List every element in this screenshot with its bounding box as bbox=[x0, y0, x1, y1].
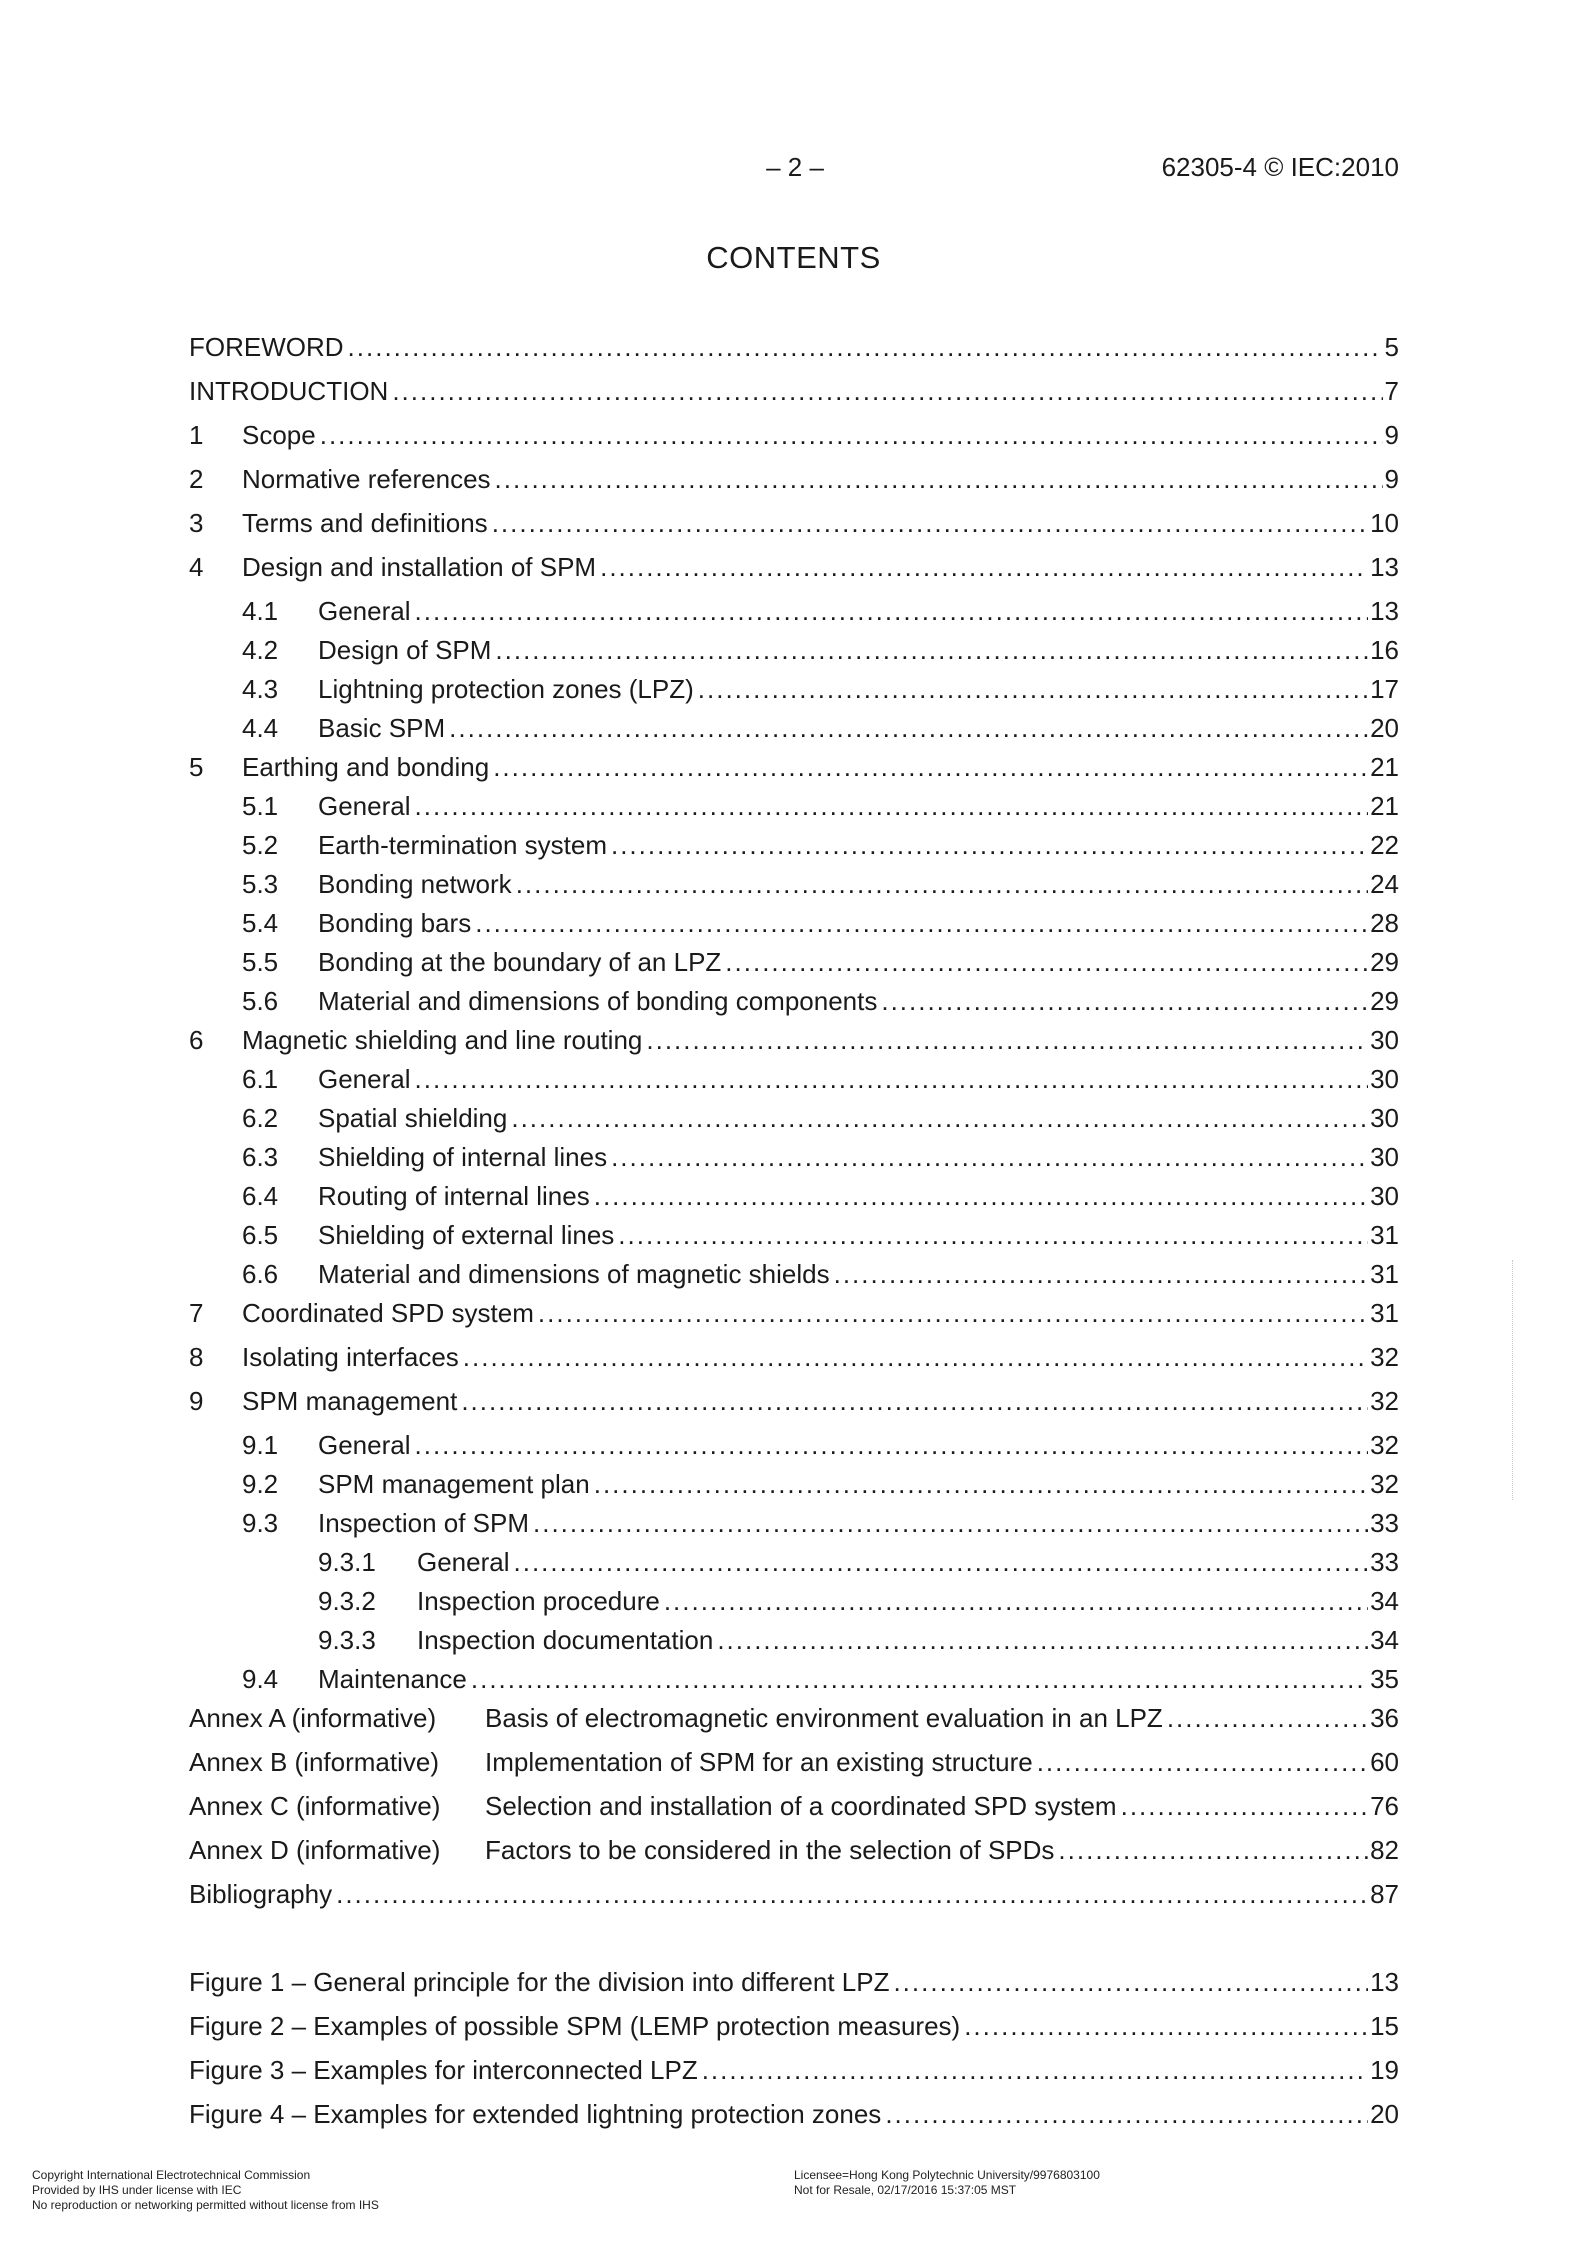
dot-leader bbox=[1167, 1701, 1368, 1735]
dot-leader bbox=[1037, 1745, 1368, 1779]
dot-leader bbox=[336, 1877, 1368, 1911]
toc-entry-title: Design of SPM bbox=[318, 635, 492, 665]
toc-entry-page: 10 bbox=[1370, 508, 1399, 538]
toc-entry-page: 34 bbox=[1370, 1586, 1399, 1616]
dot-leader bbox=[320, 418, 1383, 452]
toc-entry-title: Basic SPM bbox=[318, 713, 446, 743]
toc-entry-page: 32 bbox=[1370, 1386, 1399, 1416]
toc-entry-number: 6.4 bbox=[242, 1181, 279, 1211]
dot-leader bbox=[415, 1428, 1369, 1462]
toc-entry-title: Spatial shielding bbox=[318, 1103, 508, 1133]
toc-entry[interactable] bbox=[189, 374, 1399, 408]
toc-entry-page: 13 bbox=[1370, 552, 1399, 582]
toc-entry-title: Routing of internal lines bbox=[318, 1181, 590, 1211]
toc-entry-number: 9.3.3 bbox=[318, 1625, 376, 1655]
footer-license bbox=[794, 2168, 1100, 2198]
toc-entry[interactable] bbox=[189, 1023, 1399, 1057]
toc-entry-title: Earthing and bonding bbox=[242, 752, 490, 782]
toc-entry-title: Shielding of internal lines bbox=[318, 1142, 608, 1172]
toc-entry-page: 13 bbox=[1370, 1967, 1399, 1997]
toc-entry-number: 7 bbox=[189, 1298, 204, 1328]
toc-entry-page: 15 bbox=[1370, 2011, 1399, 2041]
toc-entry[interactable] bbox=[242, 672, 1399, 706]
toc-entry-number: 8 bbox=[189, 1342, 204, 1372]
toc-entry-page: 13 bbox=[1370, 596, 1399, 626]
toc-entry-number: 5.2 bbox=[242, 830, 279, 860]
toc-entry[interactable] bbox=[189, 462, 1399, 496]
toc-entry-number: 9.3.2 bbox=[318, 1586, 376, 1616]
toc-entry-page: 32 bbox=[1370, 1469, 1399, 1499]
dot-leader bbox=[415, 1062, 1369, 1096]
dot-leader bbox=[664, 1584, 1368, 1618]
toc-entry-page: 9 bbox=[1384, 464, 1399, 494]
toc-entry-title: General bbox=[318, 791, 411, 821]
toc-entry[interactable] bbox=[242, 1140, 1399, 1174]
dot-leader bbox=[493, 750, 1368, 784]
toc-entry-number: 6.5 bbox=[242, 1220, 279, 1250]
dot-leader bbox=[533, 1506, 1368, 1540]
toc-entry-title: Figure 2 – Examples of possible SPM (LEMP protection measures) bbox=[189, 2011, 961, 2041]
toc-entry-title: Bonding at the boundary of an LPZ bbox=[318, 947, 722, 977]
toc-entry-number: 1 bbox=[189, 420, 204, 450]
toc-entry-number: 5.1 bbox=[242, 791, 279, 821]
toc-entry[interactable] bbox=[189, 330, 1399, 364]
toc-entry-title: Material and dimensions of magnetic shields bbox=[318, 1259, 830, 1289]
toc-entry-page: 29 bbox=[1370, 947, 1399, 977]
toc-entry[interactable] bbox=[189, 1833, 1399, 1867]
toc-entry[interactable] bbox=[242, 711, 1399, 745]
toc-entry-title: SPM management plan bbox=[318, 1469, 590, 1499]
toc-entry-page: 16 bbox=[1370, 635, 1399, 665]
toc-entry-number: 9.3 bbox=[242, 1508, 279, 1538]
toc-entry-number: 4.1 bbox=[242, 596, 279, 626]
toc-entry[interactable] bbox=[242, 1218, 1399, 1252]
toc-entry-title: Inspection documentation bbox=[417, 1625, 714, 1655]
toc-entry-number: 6.2 bbox=[242, 1103, 279, 1133]
toc-entry-title: Coordinated SPD system bbox=[242, 1298, 534, 1328]
dot-leader bbox=[514, 1545, 1369, 1579]
toc-entry[interactable] bbox=[242, 789, 1399, 823]
standard-reference: 62305-4 © IEC:2010 bbox=[1161, 152, 1399, 182]
dot-leader bbox=[834, 1257, 1368, 1291]
toc-entry-page: 35 bbox=[1370, 1664, 1399, 1694]
dot-leader bbox=[471, 1662, 1368, 1696]
toc-entry[interactable] bbox=[242, 906, 1399, 940]
toc-entry-page: 29 bbox=[1370, 986, 1399, 1016]
toc-entry-title: Normative references bbox=[242, 464, 491, 494]
toc-entry-number: Annex C (informative) bbox=[189, 1791, 441, 1821]
toc-entry-title: Implementation of SPM for an existing structure bbox=[485, 1747, 1033, 1777]
dot-leader bbox=[885, 2097, 1368, 2131]
toc-entry[interactable] bbox=[242, 867, 1399, 901]
toc-entry-page: 82 bbox=[1370, 1835, 1399, 1865]
dot-leader bbox=[702, 2053, 1368, 2087]
toc-entry-title: SPM management bbox=[242, 1386, 458, 1416]
toc-entry[interactable] bbox=[189, 1745, 1399, 1779]
toc-entry-number: 4.3 bbox=[242, 674, 279, 704]
toc-entry[interactable] bbox=[242, 1428, 1399, 1462]
toc-entry[interactable] bbox=[242, 945, 1399, 979]
toc-entry-title: Magnetic shielding and line routing bbox=[242, 1025, 643, 1055]
toc-entry-page: 7 bbox=[1384, 376, 1399, 406]
toc-entry-title: Figure 3 – Examples for interconnected LPZ bbox=[189, 2055, 698, 2085]
toc-entry-title: INTRODUCTION bbox=[189, 376, 389, 406]
toc-entry[interactable] bbox=[189, 1789, 1399, 1823]
toc-entry[interactable] bbox=[189, 550, 1399, 584]
dot-leader bbox=[594, 1179, 1368, 1213]
toc-entry-title: General bbox=[417, 1547, 510, 1577]
toc-entry[interactable] bbox=[189, 750, 1399, 784]
toc-entry-number: 5.5 bbox=[242, 947, 279, 977]
toc-entry-page: 34 bbox=[1370, 1625, 1399, 1655]
toc-entry-title: Earth-termination system bbox=[318, 830, 607, 860]
toc-entry[interactable] bbox=[242, 1179, 1399, 1213]
toc-entry[interactable] bbox=[189, 2053, 1399, 2087]
dot-leader bbox=[495, 633, 1368, 667]
toc-entry[interactable] bbox=[189, 506, 1399, 540]
dot-leader bbox=[495, 462, 1383, 496]
toc-entry[interactable] bbox=[189, 2009, 1399, 2043]
dot-leader bbox=[646, 1023, 1368, 1057]
dot-leader bbox=[600, 550, 1368, 584]
dot-leader bbox=[492, 506, 1368, 540]
footer-line: No reproduction or networking permitted without license from IHS bbox=[32, 2198, 379, 2212]
toc-entry[interactable] bbox=[189, 1384, 1399, 1418]
toc-entry[interactable] bbox=[189, 1965, 1399, 1999]
toc-entry[interactable] bbox=[189, 1340, 1399, 1374]
toc-entry-number: 5.6 bbox=[242, 986, 279, 1016]
toc-entry-page: 20 bbox=[1370, 2099, 1399, 2129]
dot-leader bbox=[618, 1218, 1368, 1252]
toc-entry-page: 31 bbox=[1370, 1298, 1399, 1328]
dot-leader bbox=[511, 1101, 1368, 1135]
dot-leader bbox=[415, 789, 1369, 823]
toc-entry-page: 32 bbox=[1370, 1342, 1399, 1372]
toc-entry-page: 87 bbox=[1370, 1879, 1399, 1909]
dot-leader bbox=[475, 906, 1368, 940]
toc-entry[interactable] bbox=[242, 1662, 1399, 1696]
footer-line: Copyright International Electrotechnical Commission bbox=[32, 2168, 311, 2182]
dot-leader bbox=[1121, 1789, 1368, 1823]
toc-entry-title: Shielding of external lines bbox=[318, 1220, 615, 1250]
toc-entry-title: General bbox=[318, 1064, 411, 1094]
toc-entry-number: 5 bbox=[189, 752, 204, 782]
toc-entry-page: 24 bbox=[1370, 869, 1399, 899]
toc-entry-number: 9.1 bbox=[242, 1430, 279, 1460]
toc-entry-number: 3 bbox=[189, 508, 204, 538]
dot-leader bbox=[594, 1467, 1368, 1501]
toc-entry-page: 9 bbox=[1384, 420, 1399, 450]
toc-entry-title: Maintenance bbox=[318, 1664, 467, 1694]
toc-entry-number: 6.1 bbox=[242, 1064, 279, 1094]
toc-entry-page: 33 bbox=[1370, 1508, 1399, 1538]
dot-leader bbox=[611, 828, 1368, 862]
dot-leader bbox=[893, 1965, 1368, 1999]
toc-entry-title: Material and dimensions of bonding components bbox=[318, 986, 878, 1016]
page-number: – 2 – bbox=[766, 152, 824, 182]
toc-entry-title: Basis of electromagnetic environment evaluation in an LPZ bbox=[485, 1703, 1163, 1733]
dot-leader bbox=[964, 2009, 1368, 2043]
toc-entry-page: 30 bbox=[1370, 1142, 1399, 1172]
toc-entry-title: Lightning protection zones (LPZ) bbox=[318, 674, 694, 704]
toc-entry-title: Bibliography bbox=[189, 1879, 333, 1909]
toc-entry[interactable] bbox=[242, 633, 1399, 667]
dot-leader bbox=[461, 1384, 1368, 1418]
dot-leader bbox=[449, 711, 1368, 745]
toc-entry-page: 31 bbox=[1370, 1259, 1399, 1289]
toc-entry-title: Scope bbox=[242, 420, 316, 450]
toc-entry[interactable] bbox=[242, 1257, 1399, 1291]
dot-leader bbox=[698, 672, 1368, 706]
toc-entry[interactable] bbox=[242, 1062, 1399, 1096]
toc-entry-number: 4.2 bbox=[242, 635, 279, 665]
toc-entry-page: 5 bbox=[1384, 332, 1399, 362]
toc-entry[interactable] bbox=[242, 594, 1399, 628]
toc-entry[interactable] bbox=[189, 2097, 1399, 2131]
toc-entry-title: Bonding network bbox=[318, 869, 512, 899]
toc-entry-title: Bonding bars bbox=[318, 908, 472, 938]
toc-entry-page: 76 bbox=[1370, 1791, 1399, 1821]
dot-leader bbox=[881, 984, 1368, 1018]
toc-entry[interactable] bbox=[242, 1506, 1399, 1540]
toc-entry-number: 4.4 bbox=[242, 713, 279, 743]
toc-entry-title: Isolating interfaces bbox=[242, 1342, 459, 1372]
toc-entry[interactable] bbox=[242, 828, 1399, 862]
toc-entry[interactable] bbox=[189, 1877, 1399, 1911]
toc-entry-title: Selection and installation of a coordinated SPD system bbox=[485, 1791, 1117, 1821]
toc-entry-page: 32 bbox=[1370, 1430, 1399, 1460]
toc-entry-title: FOREWORD bbox=[189, 332, 344, 362]
toc-entry-page: 30 bbox=[1370, 1025, 1399, 1055]
toc-entry-number: Annex A (informative) bbox=[189, 1703, 437, 1733]
toc-entry-page: 28 bbox=[1370, 908, 1399, 938]
dot-leader bbox=[463, 1340, 1368, 1374]
toc-entry-number: 5.4 bbox=[242, 908, 279, 938]
toc-entry-title: Figure 1 – General principle for the division into different LPZ bbox=[189, 1967, 890, 1997]
toc-entry[interactable] bbox=[318, 1623, 1399, 1657]
toc-entry-page: 31 bbox=[1370, 1220, 1399, 1250]
toc-entry-number: 5.3 bbox=[242, 869, 279, 899]
toc-entry-number: Annex D (informative) bbox=[189, 1835, 441, 1865]
margin-mark bbox=[1512, 1260, 1515, 1500]
toc-entry-number: 9.4 bbox=[242, 1664, 279, 1694]
toc-entry-number: 2 bbox=[189, 464, 204, 494]
toc-entry-number: 6.6 bbox=[242, 1259, 279, 1289]
toc-entry-number: 6 bbox=[189, 1025, 204, 1055]
toc-entry[interactable] bbox=[189, 418, 1399, 452]
toc-entry-title: Factors to be considered in the selection of SPDs bbox=[485, 1835, 1055, 1865]
toc-entry-number: 9 bbox=[189, 1386, 204, 1416]
dot-leader bbox=[516, 867, 1368, 901]
toc-entry-page: 30 bbox=[1370, 1181, 1399, 1211]
dot-leader bbox=[725, 945, 1368, 979]
page-title: CONTENTS bbox=[706, 240, 881, 275]
toc-entry-page: 17 bbox=[1370, 674, 1399, 704]
toc-entry-title: Inspection of SPM bbox=[318, 1508, 529, 1538]
toc-entry-number: 4 bbox=[189, 552, 204, 582]
dot-leader bbox=[717, 1623, 1368, 1657]
toc-entry-page: 30 bbox=[1370, 1064, 1399, 1094]
toc-entry-title: General bbox=[318, 596, 411, 626]
footer-line: Provided by IHS under license with IEC bbox=[32, 2183, 242, 2197]
dot-leader bbox=[611, 1140, 1368, 1174]
toc-entry-page: 19 bbox=[1370, 2055, 1399, 2085]
footer-line: Licensee=Hong Kong Polytechnic University/9976803100 bbox=[794, 2168, 1100, 2182]
toc-entry-page: 30 bbox=[1370, 1103, 1399, 1133]
toc-entry-number: 9.3.1 bbox=[318, 1547, 376, 1577]
toc-entry-page: 33 bbox=[1370, 1547, 1399, 1577]
toc-entry-number: 9.2 bbox=[242, 1469, 279, 1499]
toc-entry-page: 21 bbox=[1370, 752, 1399, 782]
toc-entry[interactable] bbox=[242, 984, 1399, 1018]
toc-entry-title: Inspection procedure bbox=[417, 1586, 660, 1616]
toc-entry-number: Annex B (informative) bbox=[189, 1747, 439, 1777]
toc-entry[interactable] bbox=[189, 1701, 1399, 1735]
dot-leader bbox=[1058, 1833, 1368, 1867]
footer-line: Not for Resale, 02/17/2016 15:37:05 MST bbox=[794, 2183, 1017, 2197]
toc-entry-number: 6.3 bbox=[242, 1142, 279, 1172]
toc-entry[interactable] bbox=[318, 1545, 1399, 1579]
toc-entry-page: 22 bbox=[1370, 830, 1399, 860]
toc-entry[interactable] bbox=[189, 1296, 1399, 1330]
dot-leader bbox=[415, 594, 1369, 628]
toc-entry-page: 36 bbox=[1370, 1703, 1399, 1733]
footer-copyright bbox=[32, 2168, 379, 2213]
toc-entry[interactable] bbox=[242, 1467, 1399, 1501]
toc-entry-page: 60 bbox=[1370, 1747, 1399, 1777]
toc-entry-title: General bbox=[318, 1430, 411, 1460]
toc-entry[interactable] bbox=[242, 1101, 1399, 1135]
dot-leader bbox=[538, 1296, 1368, 1330]
toc-entry-title: Figure 4 – Examples for extended lightning protection zones bbox=[189, 2099, 882, 2129]
toc-entry-page: 21 bbox=[1370, 791, 1399, 821]
toc-entry[interactable] bbox=[318, 1584, 1399, 1618]
toc-entry-title: Design and installation of SPM bbox=[242, 552, 597, 582]
dot-leader bbox=[348, 330, 1383, 364]
toc-entry-title: Terms and definitions bbox=[242, 508, 488, 538]
toc-entry-page: 20 bbox=[1370, 713, 1399, 743]
dot-leader bbox=[392, 374, 1382, 408]
